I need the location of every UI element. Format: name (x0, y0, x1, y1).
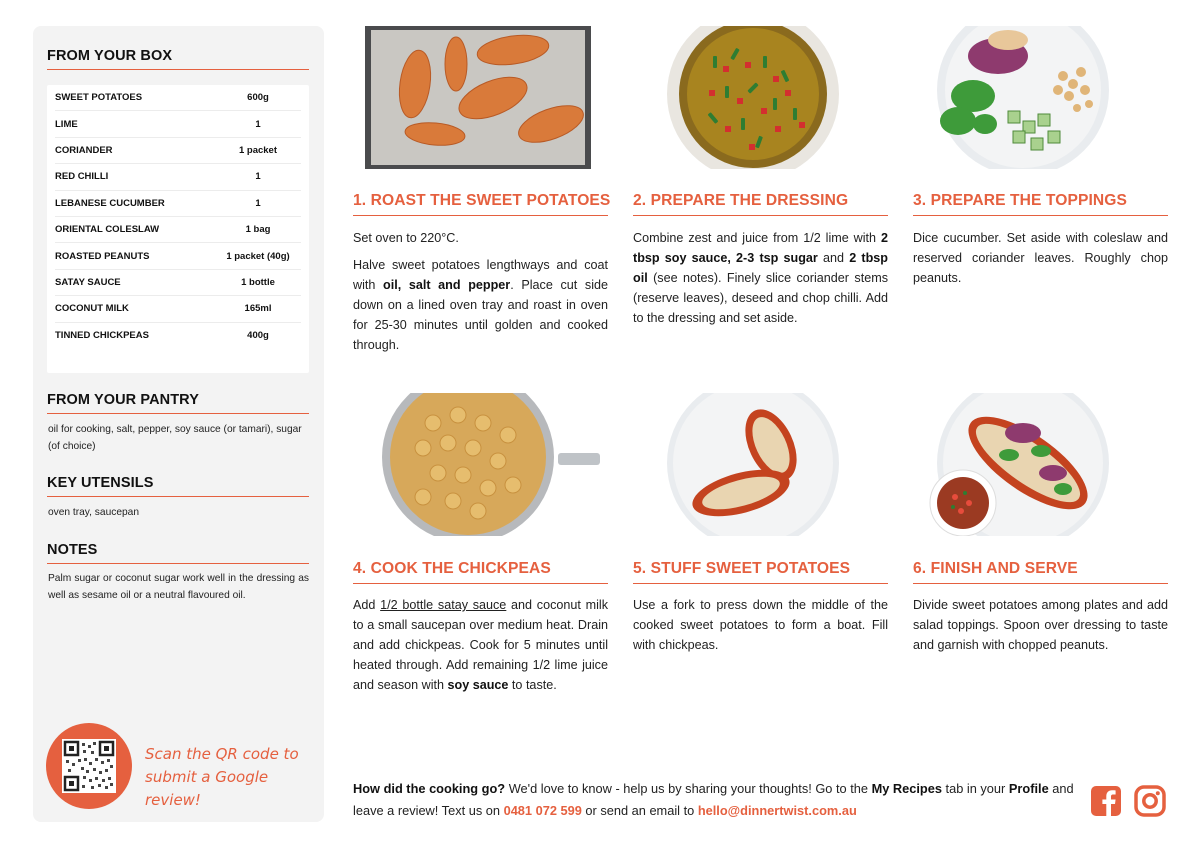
my-recipes-link[interactable]: My Recipes (871, 781, 942, 796)
ingredient-row (55, 111, 301, 137)
step2-title: 2. PREPARE THE DRESSING (633, 192, 888, 216)
ingredient-name: LEBANESE CUCUMBER (55, 197, 165, 209)
qr-caption-line: submit a Google review! (145, 768, 269, 809)
text-run: and (817, 251, 850, 265)
text-run: Combine zest and juice from 1/2 lime with (633, 231, 881, 245)
instagram-icon[interactable] (1134, 785, 1166, 817)
text-run: Add (353, 598, 381, 612)
box-ingredients-table (47, 85, 309, 373)
ingredient-row (55, 191, 301, 217)
step3-text: Dice cucumber. Set aside with coleslaw and reserved coriander leaves. Roughly chop peanuts. (913, 231, 1168, 285)
ingredient-name: RED CHILLI (55, 171, 109, 183)
ingredient-qty: 1 (255, 171, 261, 183)
step6-title: 6. FINISH AND SERVE (913, 560, 1168, 584)
ingredient-row (55, 323, 301, 349)
utensils-heading: KEY UTENSILS (47, 475, 309, 497)
ingredient-name: TINNED CHICKPEAS (55, 330, 149, 342)
ingredient-qty: 1 packet (238, 144, 278, 156)
step4-text (353, 595, 608, 695)
pantry-text: oil for cooking, salt, pepper, soy sauce (or tamari), sugar (of choice) (48, 424, 302, 452)
ingredient-qty: 1 packet (40g) (226, 250, 290, 262)
text-run: and leave a review! Text us on (353, 781, 1074, 818)
ingredient-qty: 1 (255, 197, 261, 209)
ingredient-name: CORIANDER (55, 144, 113, 156)
ingredient-row (55, 164, 301, 190)
ingredient-qty: 1 bottle (241, 276, 275, 288)
ingredient-name: LIME (55, 118, 78, 130)
qr-badge (46, 723, 132, 809)
step5-photo (633, 393, 888, 536)
step1-line: Set oven to 220°C. (353, 231, 459, 245)
utensils-text: oven tray, saucepan (48, 507, 139, 518)
ingredient-row (55, 85, 301, 111)
notes-heading: NOTES (47, 542, 309, 564)
ingredient-row (55, 270, 301, 296)
step1-photo (353, 26, 608, 169)
email-link[interactable]: hello@dinnertwist.com.au (697, 803, 857, 818)
step1-title: 1. ROAST THE SWEET POTATOES (353, 192, 608, 216)
text-run: . Place cut side down on a lined oven tray and roast in oven for 25-30 minutes until golden and cooked through. (353, 278, 608, 352)
step3-photo (913, 26, 1168, 169)
text-run: tab in your (941, 781, 1009, 796)
ingredient-name: SATAY SAUCE (55, 276, 121, 288)
underline-run: 1/2 bottle satay sauce (380, 598, 507, 612)
ingredient-qty: 1 (255, 118, 261, 130)
facebook-icon[interactable] (1090, 785, 1122, 817)
step2-text (633, 228, 888, 328)
ingredient-name: ORIENTAL COLESLAW (55, 224, 160, 236)
text-run: to taste. (508, 678, 557, 692)
ingredient-qty: 400g (247, 330, 269, 342)
text-run: Halve sweet potatoes lengthways and coat with (353, 258, 608, 292)
ingredient-name: COCONUT MILK (55, 303, 129, 315)
step1-text (353, 228, 608, 355)
bold-run: soy sauce (447, 678, 509, 692)
phone-link[interactable]: 0481 072 599 (503, 803, 582, 818)
ingredient-row (55, 296, 301, 322)
ingredients-sidebar (33, 26, 324, 822)
step5-text: Use a fork to press down the middle of the cooked sweet potatoes to form a boat. Fill with chickpeas. (633, 598, 888, 652)
notes-text: Palm sugar or coconut sugar work well in the dressing as well as sesame oil or a neutral flavoured oil. (48, 573, 309, 601)
bold-run: 2 tbsp oil (633, 251, 888, 285)
qr-caption (145, 743, 315, 812)
text-run: or send an email to (581, 803, 698, 818)
bold-run: oil, salt and pepper (383, 278, 511, 292)
ingredient-name: SWEET POTATOES (55, 92, 143, 104)
profile-link[interactable]: Profile (1008, 781, 1049, 796)
step6-text: Divide sweet potatoes among plates and add salad toppings. Spoon over dressing to taste and garnish with chopped peanuts. (913, 598, 1168, 652)
ingredient-qty: 165ml (244, 303, 272, 315)
ingredient-name: ROASTED PEANUTS (55, 250, 150, 262)
step1-paragraph (353, 255, 608, 355)
text-run: We'd love to know - help us by sharing your thoughts! Go to the (505, 781, 872, 796)
text-run: (see notes). Finely slice coriander stems (reserve leaves), deseed and chop chilli. Add to the dressing and set aside. (633, 271, 888, 325)
step5-title: 5. STUFF SWEET POTATOES (633, 560, 888, 584)
ingredient-row (55, 138, 301, 164)
step2-photo (633, 26, 888, 169)
ingredient-qty: 1 bag (245, 224, 271, 236)
step4-title: 4. COOK THE CHICKPEAS (353, 560, 608, 584)
footer-question: How did the cooking go? (353, 781, 506, 796)
pantry-heading: FROM YOUR PANTRY (47, 392, 309, 414)
qr-code-icon[interactable] (62, 739, 116, 793)
step6-photo (913, 393, 1168, 536)
bold-run: 2 tbsp soy sauce, 2-3 tsp sugar (633, 231, 888, 265)
ingredient-row (55, 243, 301, 269)
ingredient-qty: 600g (247, 92, 269, 104)
text-run: and coconut milk to a small saucepan over medium heat. Drain and add chickpeas. Cook for 5 minutes until heated through. Add remaining 1/2 lime juice and season with (353, 598, 608, 692)
step4-photo (353, 393, 608, 536)
step3-title: 3. PREPARE THE TOPPINGS (913, 192, 1168, 216)
qr-caption-line: Scan the QR code to (145, 745, 299, 763)
box-heading: FROM YOUR BOX (47, 48, 309, 70)
review-footer (353, 778, 1083, 822)
ingredient-row (55, 217, 301, 243)
